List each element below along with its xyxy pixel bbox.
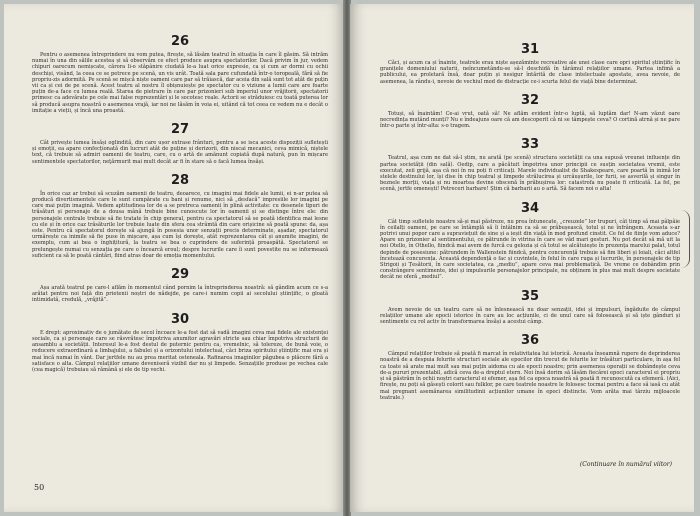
- section-number: 32: [520, 92, 540, 108]
- section-number: 34: [520, 200, 540, 216]
- left-page-column: [32, 4, 328, 373]
- section-number: 31: [520, 42, 540, 57]
- section-number: 35: [520, 288, 540, 304]
- section-paragraph: Câmpul relațiilor trebuie să poată fi marcat în relativitatea lui istorică. Aceasta înseamnă rupere de deprinderea noastră de a despuia felurite structuri sociale ale epocilor din trecut de felurite lor trăsături particulare, în așa fel ca toate să arate mai mult sau mai puțin aidoma cu ale epocii noastre; prin asemenea operații se dobândește ceva de-a pururi prezentabil, adică ceva de-a dreptul etern. Noi însă dorim să lăsăm fiecărei epoci caracterul ei propriu și să păstrăm în ochii noștri caracterul ei efemer, așa fel ca epoca noastră să poată fi recunoscută ca efemeră. (Aici, firește, nu poți să găsești colorit sau fulklor, pe care teatrele noastre le folosesc tocmai pentru a face să iasă cu atât mai pregnant asemănarea similitudinii acțiunilor umane în epoci distincte. Vom arăta mai târziu mijloacele teatrale.): [380, 351, 680, 401]
- section-number: 29: [170, 267, 190, 283]
- section-paragraph: Totuși, să înaintăm! Ce-ai vrut, oată să! Ne aflăm evident într-o luptă, să luptăm dar! N-am văzut oare necredința mutând munți? Nu e îndeajuns oare că am descoperit că ni se tâmpește ceva? O cortină atrnă și ne pare într-o parte și într-alta: s-o tragem.: [380, 110, 680, 130]
- margin-bracket-mark: [681, 210, 690, 268]
- section-paragraph: În orice caz ar trebui să scuzăm oamenii de teatru, deoarece, cu imagini mai fidele ale lumii, ei n-ar putea să producă divertismentele care le sunt cumpărate cu bani și renume, nici să „desfacă” impresiile lor imagini pe care mai puțin imagină. Vedem aptitudinea lor de a se pretreca oamenii în plină activitate: cu desenele tipuri de trăsături și personaje de a dousa mână trebuie bine cunoscute lor în oamenii și se distinge între ele: din personajele centrale trebuie să fie tratate în chip general, pentru ca spectatorul să se poată identifica mai lesne cu ele și în orice caz trăsăturile lor trebuie luate din sfera cea strâmtă din care orișicine să poată spune: da, așa este. Pentru că spectatorul dorește să ajungă în posesia unor senzații precis determinate, așadar, spectatorul urmărește ca inimile să fie puse în mișcare, așa cum își dorește, atât reprezentarea cât și anumite imagini, de exemplu, cum ai bea o înghițitură, la teatru se bea o cuprindere de suferință proaspătă. Spectatorul se prelungește numai cu senzația pe care o încearcă eroul; despre lucrurile care îi sunt povestite nu se informează suficient ca să le poată cântări, fiind atras doar de emoția momentului.: [32, 190, 328, 259]
- section-paragraph: Avem nevoie de un teatru care să ne înlesnească nu doar senzații, idei și impulsuri, îngăduite de câmpul relațiilor umane ale epocii istorice în care au loc acțiunile, ci de unul care să folosească și să iște gânduri și sentimente cu rol activ în transformarea însăși a acestui câmp.: [380, 306, 680, 326]
- section-paragraph: Cât timp sufletele noastre să-și mai păstreze, nu prea întunecate, „creuzele” lor trupuri, cât timp să mai pâlpâie în ceilalți oameni, pe care se întâmplă să îi întâlnim ca să se prăbușească, totul și ne înfrângem. Aceasta s-ar potrivi unui popor care a supraviețuit de sine și a ieșit din viață în mod profund cinstit. Ce fel de fiinţe vom aduce? Apare un prizonier al sentimentului, ce pătrunde în vitrina în care se văd mari gesturi. Nu pot decât să mă uit la noi Otello, în Othello, fiindcă mai avem de furcă cu gelozia și că totul se alcătuiește în prezența marelui palat, totul depinde de posesiune: pătrundem în Wallenstein fiindcă, pentru concurență trebuie să fim liberi și loiali, căci altfel încetează concurența. Această dependență o fac și cuvintele, în felul în care ruga și lucrurile, în personajele de tip Strigoii și Țesătorii, în care societatea, ca „mediu”, apare ceva mai problematică. De vreme ce dobândim prin constrângere sentimente, idei și impulsurile personajelor principale, nu obținem în plus mai mult despre societate decât ne oferă „mediul”.: [380, 218, 680, 281]
- section-paragraph: Căci, și acum ca și înainte, teatrele erau niște așezăminte recreative ale unei clase care opri spiritul științific în granițele domeniului naturii, neîncumetându-se să-l deschidă în tărâmul relațiilor umane. Partea infimă a publicului, ea proletară însă, doar puțin și nesigur întărită de clase intelectuale apostate, avea nevoie, de asemenea, la rându-i, nevoie de vechiul mod de distracție ce-i scurta felul de viață bine determinat.: [380, 60, 680, 85]
- section-number: 33: [520, 137, 540, 153]
- continuation-note: (Continuare în numărul viitor): [579, 461, 672, 468]
- section-paragraph: Așa arată teatrul pe care-l aflăm în momentul când pornim la întreprinderea noastră: să gândim acum ce s-a arătat pentru noi față din prietenii noștri de nădejde, pe care-i numim copii ai secolului științific, o gloată intimidată, credulă, „vrăjită”.: [32, 285, 328, 304]
- right-page-column: [380, 4, 680, 401]
- section-paragraph: Cât privește lumea însăși oglindită, din care ușor extrase frânturi, pentru a se isca aceste dispoziții sufletești și emoții, ea apare confecționată din lucruri atât de puține și derizorii, din niscai mecanici, ceva mimică, niștele text, că trebuie să admiri oamenii de teatru, care, cu o artă de amănunt copiată după natură, pun în mișcare sentimentele spectatorilor, neţărmurit mai mult decât ar fi în stare să o facă lumea însăși.: [32, 140, 328, 165]
- section-number: 36: [520, 333, 540, 349]
- section-number: 26: [170, 34, 190, 49]
- left-page: [4, 4, 344, 512]
- section-paragraph: E drept: aproximativ de o jumătate de secol încoace le-a fost dat să vadă imagini ceva mai fidele ale existenței sociale, ca și personaje care se răsvrătesc împotriva anumitor agravări stricte sau chiar împotriva structurii de ansamblu a societății. Interesul le-a fost destul de puternic pentru ca, vremelnic, să tolereze, de bună voie, o reducere extraordinară a limbajului, a fabulei și a orizontului intelectual, căci briza spiritului științific mai era și mai încă numai în vânt. Dar jertfele nu au prea meritat osteneala. Rafinarea imaginilor păgubea o plăcere fără a satisface o alta. Câmpul relațiilor umane deveniseră vizibil dar nu și limpede. Senzațiile produse pe vechea cale (cea magică) trebuiau să rămână și ele de tip vechi.: [32, 329, 328, 373]
- section-number: 28: [170, 172, 190, 188]
- right-page: [350, 4, 694, 512]
- page-number: 50: [34, 483, 45, 492]
- section-number: 30: [170, 311, 190, 327]
- section-number: 27: [170, 122, 190, 138]
- section-paragraph: Teatrul, așa cum ne dat să-l știm, nu arată (pe scenă) structura societății ca una supusă vreunei influențe din partea societății (din sală). Oedip, care a păcătuit împotriva unor principii ce susțin societatea vremii, este executat, zeii grijă, așa că noi în nu poți fi criticați. Marele individualist de Shakespeare, care poartă în inimă lor stelele destinului lor, își dise în chip teatral și limpede strălucirea și urcăușurile, lor furii, se asverilă și singur în beznele morții, viața și nu moartea devine obscenă în prăbușirea lor: catastrofa nu poate fi criticată. La fel, pe scenă, jertfe omenești! Petreceri barbare! Știm că barbarii au o artă. Să facem noi o alta!: [380, 155, 680, 193]
- section-paragraph: Pentru o asemenea întreprindere nu vom putea, firește, să lăsăm teatrul în situația în care îl găsim. Să intrăm numai în una din sălile acestea și să observăm ce efect produce asupra spectatorilor. Dacă privim în jur, vedem chipuri oarecum nemișcate, cărora li-o stăpânire ciudată le-a luat orice expresie, ca și cum ar dormi cu ochii deschiși, visând, la ceea ce se petrece pe scenă, un vis urât. Toată sala pare cufundată într-o toropeală, fără să fie propriu-zis adormită. Pe scenă se mișcă niște oameni care par să trăiască, dar aceia din sală sunt tot atât de puțin vii ca și cei de pe scenă. Acest teatru al nostru îl obișnuiește pe spectator cu o viziune a lumii care are foarte puțin de-a face cu lumea reală. Starea de pietrare în care par prizonieri sub imperiul unor vrăjitorii, spectatorii primesc ca adevărate pe cele mai false reprezentări și le socotesc reale. Actorii se străduiesc cu toată puterea lor să producă asupra noastră o asemenea vrajă, iar noi ne lăsăm în voia ei, uitând că tot ceea ce vedem nu e decât o imitație a vieții, și încă una proastă.: [32, 52, 328, 114]
